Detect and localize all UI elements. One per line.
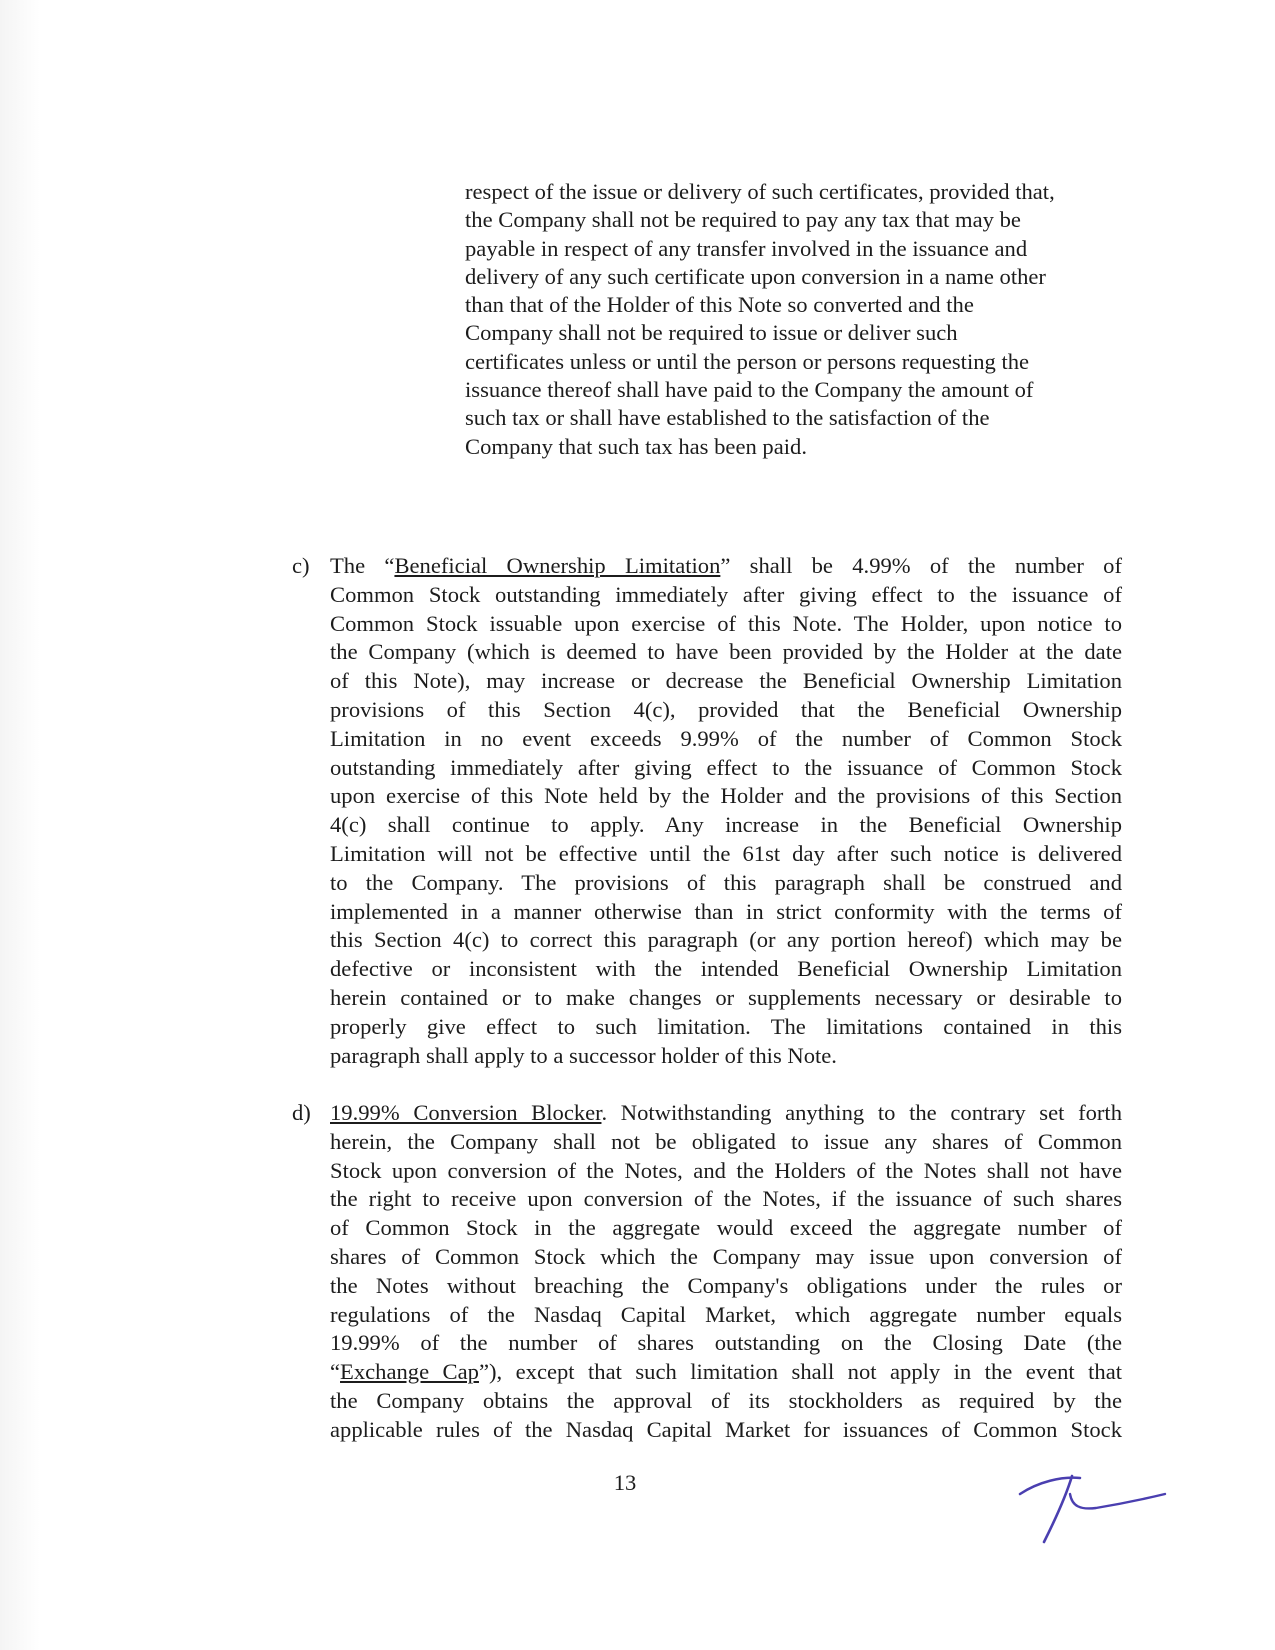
paragraph-line: 4(c) shall continue to apply. Any increase in the Beneficial Ownership [330,812,1122,838]
paragraph-line: of this Note), may increase or decrease the Beneficial Ownership Limitation [330,668,1122,694]
paragraph-c-body [330,552,1122,1070]
scan-edge-shadow [0,0,40,1650]
paragraph-line: Company shall not be required to issue or deliver such [465,320,958,346]
paragraph-line: upon exercise of this Note held by the Holder and the provisions of this Section [330,783,1122,809]
paragraph-line: Company that such tax has been paid. [465,433,807,459]
paragraph-line: Limitation in no event exceeds 9.99% of the number of Common Stock [330,725,1122,751]
paragraph-line: the Notes without breaching the Company's obligations under the rules or [330,1272,1122,1298]
paragraph-line: paragraph shall apply to a successor holder of this Note. [330,1042,837,1068]
paragraph-line: outstanding immediately after giving effect to the issuance of Common Stock [330,754,1122,780]
line-text: ” shall be 4.99% of the number of [720,553,1122,578]
line-text: ”), except that such limitation shall not apply in the event that [478,1359,1123,1385]
paragraph-line: to the Company. The provisions of this paragraph shall be construed and [330,869,1122,895]
paragraph-line: Stock upon conversion of the Notes, and the Holders of the Notes shall not have [330,1157,1122,1183]
paragraph-line: defective or inconsistent with the intended Beneficial Ownership Limitation [330,956,1122,982]
line-text: “ [330,1359,341,1385]
paragraph-line: payable in respect of any transfer involved in the issuance and [465,235,1028,261]
paragraph-line: regulations of the Nasdaq Capital Market, which aggregate number equals [330,1301,1122,1327]
paragraph-line: certificates unless or until the person or persons requesting the [465,348,1030,374]
paragraph-line: than that of the Holder of this Note so converted and the [465,292,974,318]
paragraph-line: of Common Stock in the aggregate would exceed the aggregate number of [330,1215,1122,1241]
paragraph-line: delivery of any such certificate upon conversion in a name other [465,263,1046,289]
defined-term-beneficial-ownership-limitation: Beneficial Ownership Limitation [394,553,721,578]
paragraph-line: provisions of this Section 4(c), provided that the Beneficial Ownership [330,696,1122,722]
paragraph-line: Common Stock outstanding immediately after giving effect to the issuance of [330,581,1122,607]
paragraph-line: Common Stock issuable upon exercise of this Note. The Holder, upon notice to [330,610,1122,636]
paragraph-line: herein, the Company shall not be obligated to issue any shares of Common [330,1128,1122,1154]
paragraph-line: the Company (which is deemed to have been provided by the Holder at the date [330,639,1122,665]
paragraph-line: issuance thereof shall have paid to the Company the amount of [465,377,1034,403]
paragraph-d-body [330,1099,1122,1445]
paragraph-line: properly give effect to such limitation. The limitations contained in this [330,1013,1122,1039]
paragraph-line: shares of Common Stock which the Company may issue upon conversion of [330,1243,1122,1269]
paragraph-line: respect of the issue or delivery of such certificates, provided that, [465,179,1055,204]
line-text: . Notwithstanding anything to the contrary set forth [601,1100,1123,1125]
paragraph-line: such tax or shall have established to the satisfaction of the [465,405,990,431]
paragraph-line: the Company obtains the approval of its stockholders as required by the [330,1387,1122,1413]
paragraph-line [330,1358,1122,1387]
paragraph-line: herein contained or to make changes or supplements necessary or desirable to [330,984,1122,1010]
paragraph-line: applicable rules of the Nasdaq Capital Market for issuances of Common Stock [330,1416,1122,1442]
paragraph-line: this Section 4(c) to correct this paragraph (or any portion hereof) which may be [330,927,1122,953]
paragraph-line: the right to receive upon conversion of the Notes, if the issuance of such shares [330,1186,1122,1212]
defined-term-exchange-cap: Exchange Cap [340,1359,479,1385]
footer-document-code [130,1456,133,1470]
paragraph-line: the Company shall not be required to pay any tax that may be [465,207,1021,233]
line-text: The “ [330,553,395,578]
paragraph-marker: c) [292,553,310,578]
paragraph-line: implemented in a manner otherwise than in strict conformity with the terms of [330,898,1122,924]
defined-term-conversion-blocker: 19.99% Conversion Blocker [330,1100,602,1125]
paragraph-line [330,1099,1122,1128]
page-number: 13 [613,1470,637,1495]
signature-initials [1010,1460,1190,1550]
paragraph-marker: d) [292,1100,311,1125]
paragraph-line: Limitation will not be effective until the 61st day after such notice is delivered [330,840,1122,866]
continuation-paragraph [465,178,1100,461]
paragraph-line: 19.99% of the number of shares outstanding on the Closing Date (the [330,1330,1122,1356]
paragraph-line [330,552,1122,581]
